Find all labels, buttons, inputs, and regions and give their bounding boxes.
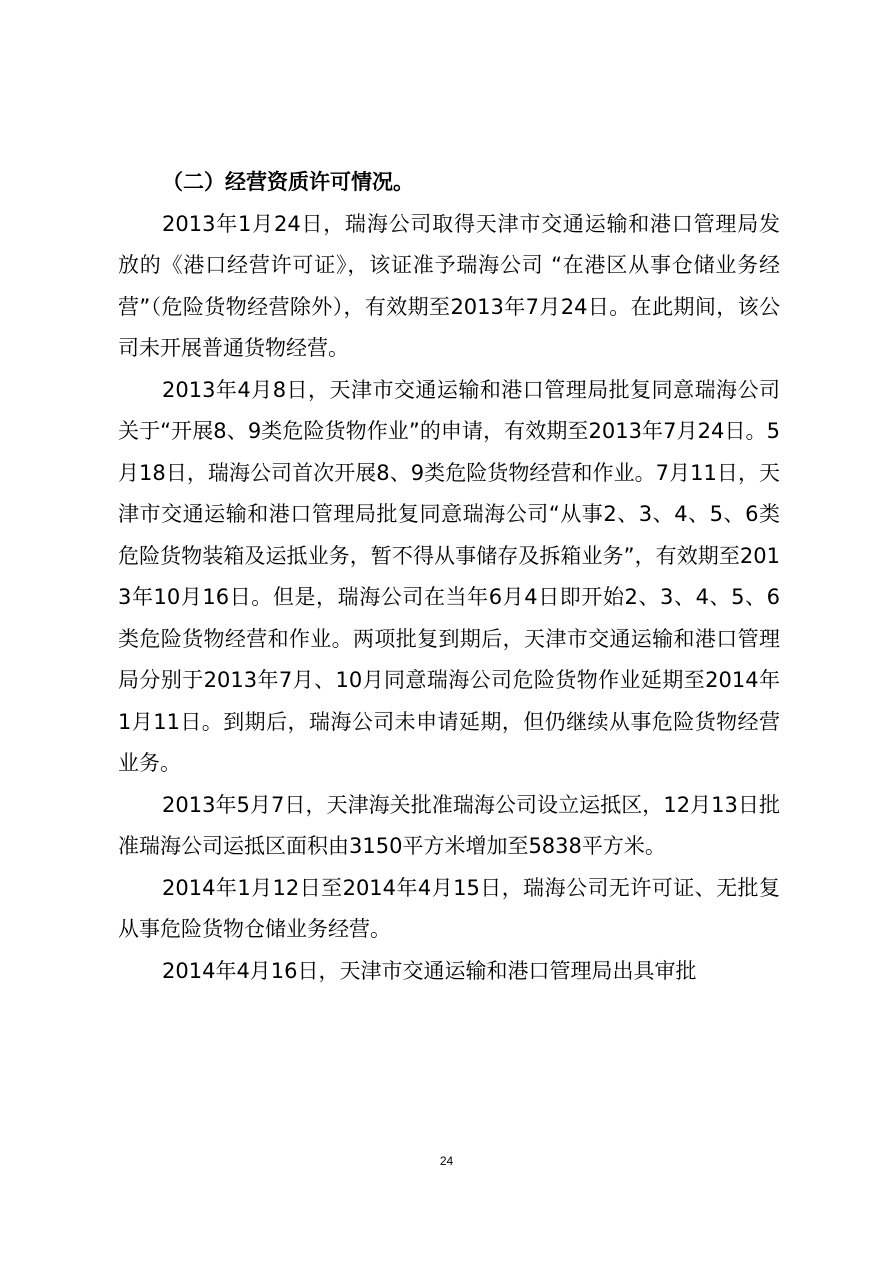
paragraph-approval-issued: 2014年4月16日，天津市交通运输和港口管理局出具审批 bbox=[162, 958, 697, 983]
section-heading: （二）经营资质许可情况。 bbox=[162, 170, 414, 194]
paragraph-port-license: 2013年1月24日，瑞海公司取得天津市交通运输和港口管理局发放的《港口经营许可证》，该证准予瑞海公司 “在港区从事仓储业务经营”（危险货物经营除外），有效期至2013年7月24日。在此期间，该公司未开展普通货物经营。 bbox=[118, 211, 780, 360]
document-body bbox=[118, 162, 780, 992]
paragraph-customs-area: 2013年5月7日，天津海关批准瑞海公司设立运抵区，12月13日批准瑞海公司运抵区面积由3150平方米增加至5838平方米。 bbox=[118, 792, 780, 858]
paragraph-unlicensed-period: 2014年1月12日至2014年4月15日，瑞海公司无许可证、无批复从事危险货物仓储业务经营。 bbox=[118, 875, 780, 941]
paragraph-dangerous-goods-approval: 2013年4月8日，天津市交通运输和港口管理局批复同意瑞海公司关于“开展8、9类危险货物作业”的申请，有效期至2013年7月24日。5月18日，瑞海公司首次开展8、9类危险货物经营和作业。7月11日，天津市交通运输和港口管理局批复同意瑞海公司“从事2、3、4、5、6类危险货物装箱及运抵业务，暂不得从事储存及拆箱业务”，有效期至2013年10月16日。但是，瑞海公司在当年6月4日即开始2、3、4、5、6类危险货物经营和作业。两项批复到期后，天津市交通运输和港口管理局分别于2013年7月、10月同意瑞海公司危险货物作业延期至2014年1月11日。到期后，瑞海公司未申请延期，但仍继续从事危险货物经营业务。 bbox=[118, 377, 780, 775]
page-number: 24 bbox=[439, 1154, 454, 1168]
